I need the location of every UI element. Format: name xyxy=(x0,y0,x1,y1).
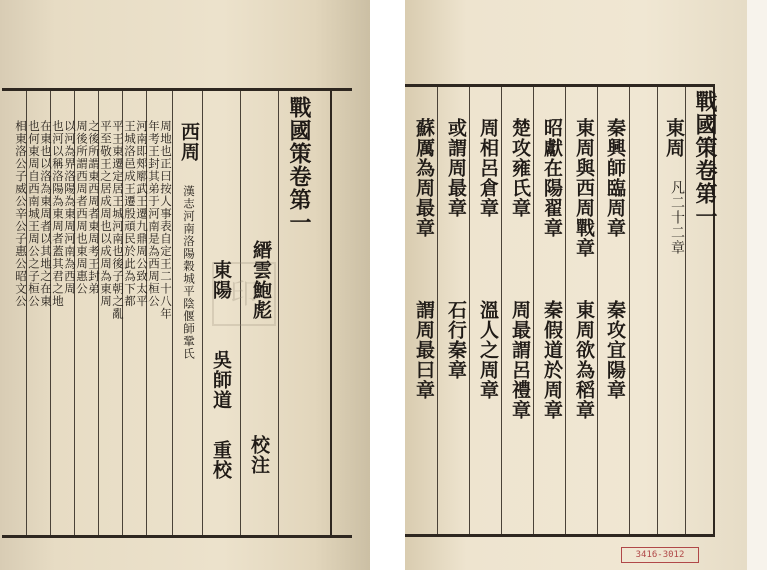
commentary-line: 平王東遷定居王城河南也後子朝之亂 xyxy=(111,120,125,320)
section-heading: 西周 xyxy=(178,122,200,162)
faded-seal: 印 xyxy=(212,262,276,326)
chapter-entry: 東周與西周戰章 xyxy=(573,118,595,258)
corrector-name: 吳師道 xyxy=(210,350,232,410)
section-heading: 東周 xyxy=(663,118,685,158)
chapter-entry: 蘇厲為周最章 xyxy=(413,118,435,238)
chapter-entry: 周最謂呂禮章 xyxy=(509,300,531,420)
commentary-line: 也何東周自西南城王周公之子桓公 xyxy=(27,120,41,308)
commentary-line: 王城洛邑成王遷殷頑民於此為下都 xyxy=(123,120,137,308)
column-line xyxy=(629,87,630,534)
left-page xyxy=(0,0,370,570)
commentary-line: 平至敬王之居成周也以成周為東周 xyxy=(99,120,113,308)
chapter-entry: 秦攻宜陽章 xyxy=(604,300,626,400)
chapter-entry: 石行秦章 xyxy=(445,300,467,380)
commentary-line: 周地也正曰按人事表自定王二十八年 xyxy=(159,120,173,320)
chapter-entry: 周相呂倉章 xyxy=(477,118,499,218)
commentary-line: 年考王封其弟于河南是為西周桓公 xyxy=(147,120,161,308)
page-edge xyxy=(747,0,767,570)
bottom-border xyxy=(405,534,715,537)
commentary-line: 漢志河南洛陽穀城平陰偃師鞏氏 xyxy=(182,185,196,360)
top-border xyxy=(405,84,715,87)
commentary-line: 周後所謂西周者西周也東周惠公 xyxy=(75,120,89,295)
chapter-entry: 楚攻雍氏章 xyxy=(509,118,531,218)
annotate-verb: 校注 xyxy=(248,435,270,475)
chapter-count-note: 凡二十二章 xyxy=(669,180,685,255)
commentary-line: 在東也以洛為東周者以其地之在東 xyxy=(39,120,53,308)
bottom-border xyxy=(2,535,352,538)
commentary-line: 相東洛公子威公辛公子惠公昭文公 xyxy=(14,120,28,308)
right-border xyxy=(330,88,332,538)
commentary-line: 以河為界洛陽為東周河南為西周 xyxy=(63,120,77,295)
corrector-place: 東陽 xyxy=(210,260,232,300)
volume-title: 戰國策卷第一 xyxy=(286,96,312,234)
annotator-line: 縉雲鮑彪 xyxy=(250,240,272,320)
chapter-entry: 秦假道於周章 xyxy=(541,300,563,420)
commentary-line: 之後所謂東西周者東周考王封弟 xyxy=(87,120,101,295)
column-line xyxy=(278,91,279,535)
commentary-line: 也河以稱洛陽為東周者蓋其君之地 xyxy=(51,120,65,308)
book-gutter xyxy=(370,0,405,570)
correct-verb: 重校 xyxy=(210,440,232,480)
right-page xyxy=(405,0,747,570)
chapter-entry: 昭獻在陽翟章 xyxy=(541,118,563,238)
chapter-entry: 東周欲為稻章 xyxy=(573,300,595,420)
top-border xyxy=(2,88,352,91)
commentary-line: 河南即郟鄏武王遷九鼎周公致太平 xyxy=(135,120,149,308)
chapter-entry: 謂周最曰章 xyxy=(413,300,435,400)
chapter-entry: 或謂周最章 xyxy=(445,118,467,218)
volume-title: 戰國策卷第一 xyxy=(692,90,718,228)
column-line xyxy=(657,87,658,534)
chapter-entry: 溫人之周章 xyxy=(477,300,499,400)
chapter-entry: 秦興師臨周章 xyxy=(604,118,626,238)
library-stamp: 3416-3012 xyxy=(621,547,699,563)
